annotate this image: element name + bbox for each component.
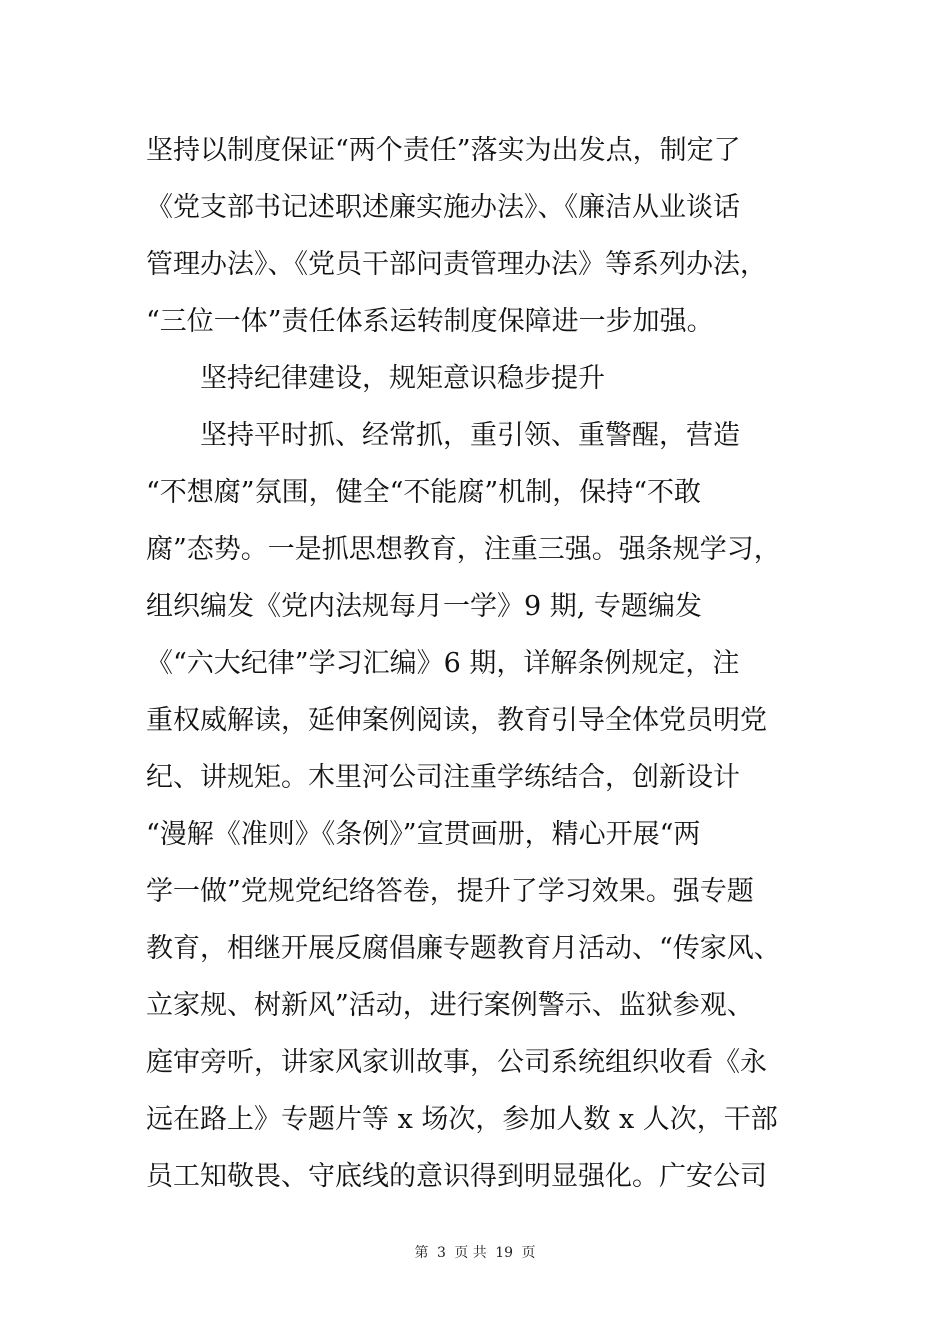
footer-prefix: 第 (414, 1245, 429, 1261)
text-line-8: 腐”态势。一是抓思想教育，注重三强。强条规学习， (146, 534, 781, 565)
text-line-12: 纪、讲规矩。木里河公司注重学练结合，创新设计 (146, 762, 740, 793)
text-line-16: 立家规、树新风”活动，进行案例警示、监狱参观、 (146, 990, 754, 1021)
text-line-19: 员工知敬畏、守底线的意识得到明显强化。广安公司 (146, 1161, 767, 1192)
text-line-15: 教育，相继开展反腐倡廉专题教育月活动、“传家风、 (146, 933, 781, 964)
text-line-2: 《党支部书记述职述廉实施办法》、《廉洁从业谈话 (146, 192, 740, 223)
text-line-7: “不想腐”氛围，健全“不能腐”机制，保持“不敢 (146, 477, 702, 508)
text-line-14: 学一做”党规党纪络答卷，提升了学习效果。强专题 (146, 876, 754, 907)
text-line-11: 重权威解读，延伸案例阅读，教育引导全体党员明党 (146, 705, 767, 736)
text-line-1: 坚持以制度保证“两个责任”落实为出发点，制定了 (146, 135, 741, 166)
page-footer (0, 1243, 950, 1263)
text-line-6: 坚持平时抓、经常抓，重引领、重警醒，营造 (200, 420, 740, 451)
text-line-4: “三位一体”责任体系运转制度保障进一步加强。 (146, 306, 714, 337)
footer-total-pages: 19 (495, 1245, 514, 1261)
text-line-13: “漫解《准则》《条例》”宣贯画册，精心开展“两 (146, 819, 701, 850)
text-line-17: 庭审旁听，讲家风家训故事，公司系统组织收看《永 (146, 1047, 767, 1078)
footer-middle: 页 共 (454, 1245, 487, 1261)
footer-page-number: 3 (436, 1245, 446, 1261)
text-line-9: 组织编发《党内法规每月一学》9 期, 专题编发 (146, 591, 702, 622)
text-line-3: 管理办法》、《党员干部问责管理办法》等系列办法， (146, 249, 767, 280)
footer-suffix: 页 (521, 1245, 536, 1261)
text-line-18: 远在路上》专题片等 x 场次，参加人数 x 人次，干部 (146, 1104, 778, 1135)
text-line-10: 《“六大纪律”学习汇编》6 期，详解条例规定，注 (146, 648, 740, 679)
section-heading: 坚持纪律建设，规矩意识稳步提升 (200, 363, 605, 394)
